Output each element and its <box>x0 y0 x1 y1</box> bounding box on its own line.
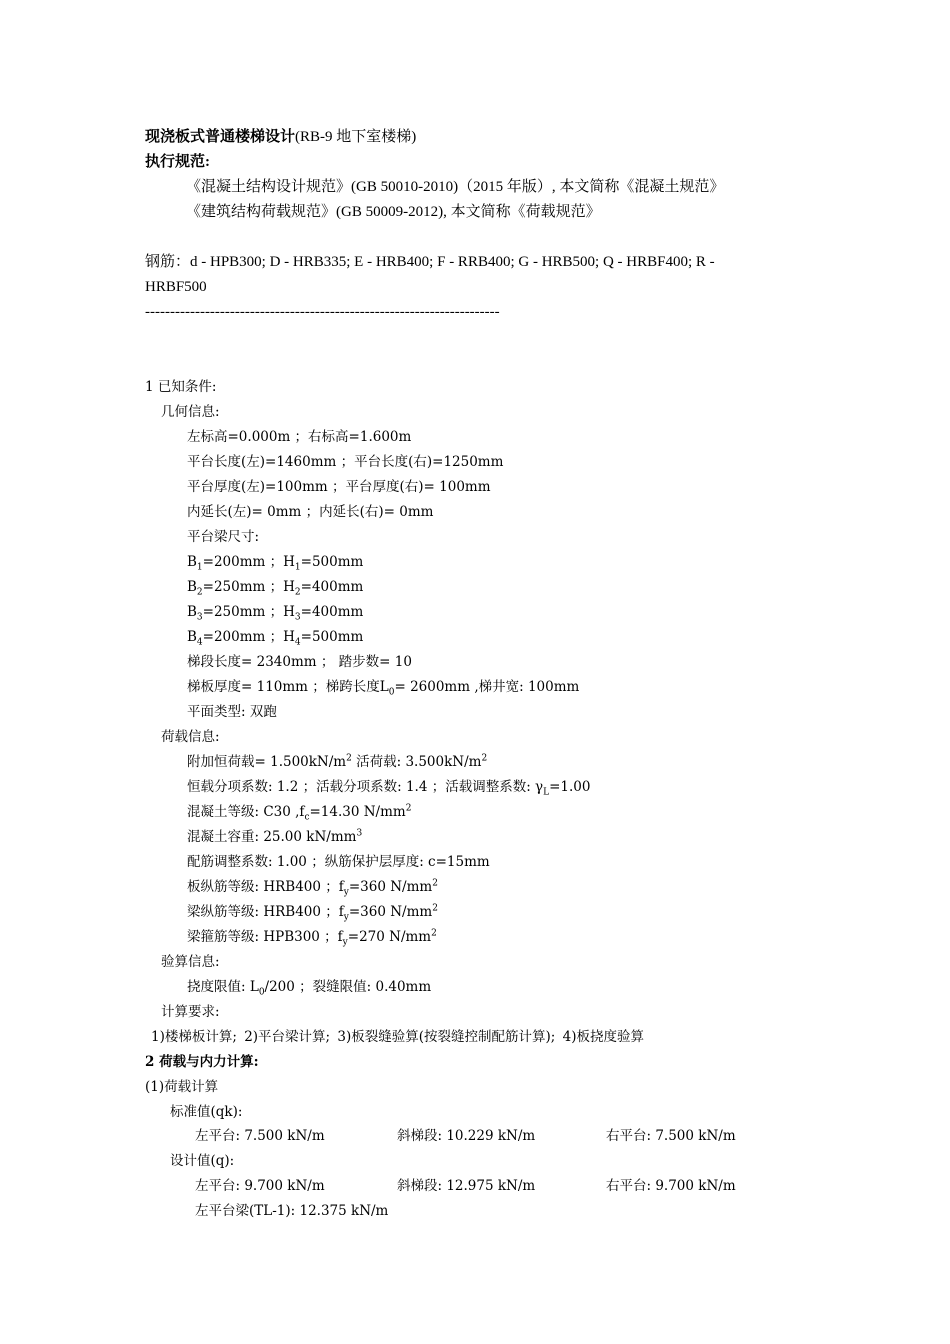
beam-rebar-grade: 梁纵筋等级: HRB400 ；$f_y=360$ $N/mm^2$ <box>187 903 438 923</box>
requirements-label: 计算要求: <box>161 1004 220 1020</box>
des-right-platform: 右平台: 9.700 kN/m <box>606 1178 736 1194</box>
platform-thickness-line: 平台厚度(左)=100mm ；平台厚度(右)= 100mm <box>187 479 491 495</box>
slab-rebar-grade: 板纵筋等级: HRB400 ；$f_y=360$ $N/mm^2$ <box>187 878 438 898</box>
title-rest: (RB-9 地下室楼梯) <box>295 129 417 145</box>
load-calc-heading: (1)荷载计算 <box>145 1079 219 1095</box>
geometry-label: 几何信息: <box>161 404 220 420</box>
doc-title <box>145 127 416 147</box>
section2-heading: 2 荷载与内力计算: <box>145 1054 259 1070</box>
adjust-cover-line: 配筋调整系数: 1.00 ；纵筋保护层厚度: c=15mm <box>187 854 490 870</box>
flight-line: 梯段长度= 2340mm ； 踏步数= 10 <box>187 654 412 670</box>
beam-size-1: $B_1=200mm$ ；$H_1=500mm$ <box>187 554 364 573</box>
load-factors-line: 恒载分项系数: 1.2 ；活载分项系数: 1.4 ；活载调整系数: $\gamma_L=1.00$ <box>187 779 591 798</box>
title-bold: 现浇板式普通楼梯设计 <box>145 129 296 145</box>
rebar-legend-line2: HRBF500 <box>145 279 207 295</box>
beam-size-4: $B_4=200mm$ ；$H_4=500mm$ <box>187 629 364 648</box>
plan-type-line: 平面类型: 双跑 <box>187 704 277 720</box>
check-label: 验算信息: <box>161 954 220 970</box>
des-left-platform: 左平台: 9.700 kN/m <box>195 1178 325 1194</box>
elevation-line: 左标高=0.000m ；右标高=1.600m <box>187 429 412 445</box>
des-slope-segment: 斜梯段: 12.975 kN/m <box>397 1178 536 1194</box>
code-ref-1: 《混凝土结构设计规范》(GB 50010-2010)（2015 年版）, 本文简称《混凝土规范》 <box>186 179 725 195</box>
check-limits-line: 挠度限值: $L_0/200$ ；裂缝限值: 0.40mm <box>187 979 432 998</box>
load-label: 荷载信息: <box>161 729 220 745</box>
design-value-label: 设计值(q): <box>170 1153 235 1169</box>
slab-line: 梯板厚度= 110mm ；梯跨长度$L_0= 2600mm$ ,梯井宽: 100mm <box>187 679 580 698</box>
std-slope-segment: 斜梯段: 10.229 kN/m <box>397 1128 536 1144</box>
beam-size-2: $B_2=250mm$ ；$H_2=400mm$ <box>187 579 364 598</box>
section1-heading: 1 已知条件: <box>145 379 217 395</box>
concrete-density-line: 混凝土容重: 25.00 $kN/mm^3$ <box>187 828 363 845</box>
platform-length-line: 平台长度(左)=1460mm ；平台长度(右)=1250mm <box>187 454 504 470</box>
concrete-grade-line: 混凝土等级: C30 $,f_c=14.30$ $N/mm^2$ <box>187 803 412 823</box>
code-ref-2: 《建筑结构荷载规范》(GB 50009-2012), 本文简称《荷载规范》 <box>186 204 601 220</box>
load-values-line: 附加恒荷载= $1.500kN/m^2$ 活荷载: $3.500kN/m^2$ <box>187 753 488 770</box>
stirrup-grade: 梁箍筋等级: HPB300 ；$f_y=270$ $N/mm^2$ <box>187 928 437 948</box>
divider-line: ----------------------------------------------------------------------- <box>145 304 500 320</box>
rebar-legend-line1: 钢筋：d - HPB300; D - HRB335; E - HRB400; F - RRB400; G - HRB500; Q - HRBF400; R - <box>145 254 715 270</box>
requirements-list: 1)楼梯板计算; 2)平台梁计算; 3)板裂缝验算(按裂缝控制配筋计算); 4)板挠度验算 <box>151 1029 644 1045</box>
left-beam-load: 左平台梁(TL-1): 12.375 kN/m <box>195 1203 389 1219</box>
std-left-platform: 左平台: 7.500 kN/m <box>195 1128 325 1144</box>
beam-size-label: 平台梁尺寸: <box>187 529 260 545</box>
extension-line: 内延长(左)= 0mm ；内延长(右)= 0mm <box>187 504 434 520</box>
standard-value-label: 标准值(qk): <box>170 1104 243 1120</box>
codes-label: 执行规范: <box>145 154 210 170</box>
std-right-platform: 右平台: 7.500 kN/m <box>606 1128 736 1144</box>
beam-size-3: $B_3=250mm$ ；$H_3=400mm$ <box>187 604 364 623</box>
